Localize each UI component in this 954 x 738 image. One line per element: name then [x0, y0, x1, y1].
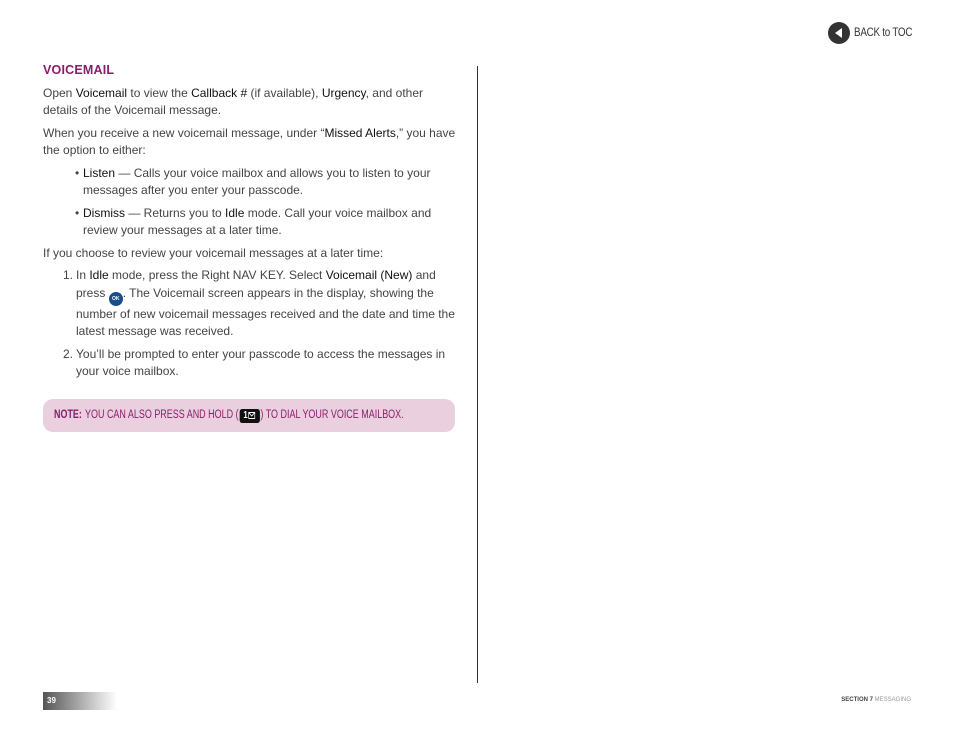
back-to-toc-label: BACK to TOC — [854, 25, 913, 40]
ok-key-icon: OK — [109, 292, 123, 306]
content-column — [43, 62, 458, 386]
note-text-start: YOU CAN ALSO PRESS AND HOLD ( — [85, 408, 239, 421]
note-text-end: ) TO DIAL YOUR VOICE MAILBOX. — [260, 408, 404, 421]
page-number: 39 — [43, 692, 117, 710]
step-item-2: 2. You’ll be prompted to enter your passcode to access the messages in your voice mailbox. — [63, 346, 446, 378]
back-arrow-icon — [828, 22, 850, 44]
list-item-listen: • Listen — Calls your voice mailbox and allows you to listen to your messages after you enter your passcode. — [83, 165, 458, 200]
missed-alerts-paragraph: When you receive a new voicemail message, under “Missed Alerts,” you have the option to either: — [43, 125, 456, 157]
intro-paragraph: Open Voicemail to view the Callback # (if available), Urgency, and other details of the Voicemail message. — [43, 85, 423, 117]
list-item-dismiss: • Dismiss — Returns you to Idle mode. Call your voice mailbox and review your messages at a later time. — [83, 205, 458, 240]
note-label: NOTE: — [54, 408, 82, 421]
voicemail-key-icon: 1 — [239, 409, 259, 423]
step-item-1: 1. In Idle mode, press the Right NAV KEY. Select Voicemail (New) and press OK . The Voicemail screen appears in the display, showing the number of new voicemail messages received and the date and time the latest message was received. — [63, 268, 455, 338]
options-list — [43, 165, 458, 240]
footer-section-label: SECTION 7 MESSAGING — [841, 697, 911, 703]
note-box — [43, 399, 455, 432]
steps-list — [43, 267, 458, 381]
later-paragraph: If you choose to review your voicemail messages at a later time: — [43, 245, 384, 260]
section-heading: VOICEMAIL — [43, 63, 115, 77]
column-divider — [477, 66, 478, 683]
back-to-toc-button[interactable] — [828, 21, 925, 45]
